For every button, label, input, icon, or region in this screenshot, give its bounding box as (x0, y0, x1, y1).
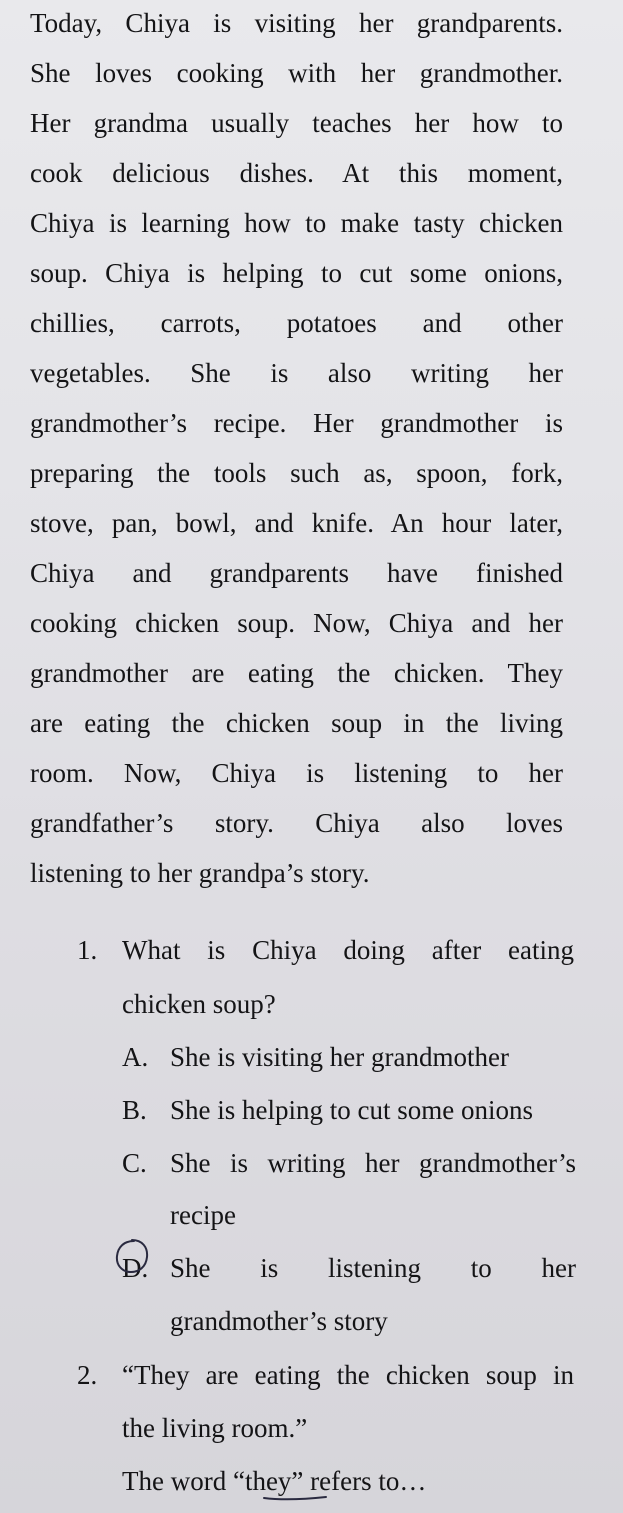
passage-line: grandmother’s recipe. Her grandmother is (30, 408, 563, 438)
passage-line: cook delicious dishes. At this moment, (30, 158, 563, 188)
option-text: grandmother’s story (170, 1306, 388, 1336)
question-text-line: “They are eating the chicken soup in (122, 1360, 574, 1390)
passage-line: Her grandma usually teaches her how to (30, 108, 563, 138)
passage-line: Chiya is learning how to make tasty chicken (30, 208, 563, 238)
passage-line: are eating the chicken soup in the living (30, 708, 563, 738)
option-text: She is writing her grandmother’s (170, 1148, 576, 1178)
question-text-line: chicken soup? (122, 989, 276, 1019)
answer-circle-mark (113, 1237, 151, 1275)
option-text: She is helping to cut some onions (170, 1095, 533, 1125)
passage-line: preparing the tools such as, spoon, fork, (30, 458, 563, 488)
option-text: She is visiting her grandmother (170, 1042, 509, 1072)
passage-line: chillies, carrots, potatoes and other (30, 308, 563, 338)
question-number: 1. (77, 935, 98, 965)
option-letter: C. (122, 1148, 147, 1178)
passage-line: grandmother are eating the chicken. They (30, 658, 563, 688)
passage-line: listening to her grandpa’s story. (30, 858, 370, 888)
passage-line: stove, pan, bowl, and knife. An hour later, (30, 508, 563, 538)
passage-line: vegetables. She is also writing her (30, 358, 563, 388)
question-text-line: What is Chiya doing after eating (122, 935, 574, 965)
passage-line: grandfather’s story. Chiya also loves (30, 808, 563, 838)
option-text: recipe (170, 1200, 236, 1230)
option-text: She is listening to her (170, 1253, 576, 1283)
passage-line: cooking chicken soup. Now, Chiya and her (30, 608, 563, 638)
question-text-line: the living room.” (122, 1413, 308, 1443)
question-number: 2. (77, 1360, 98, 1390)
passage-line: soup. Chiya is helping to cut some onions, (30, 258, 563, 288)
passage-line: Chiya and grandparents have finished (30, 558, 563, 588)
pen-underline-mark (262, 1494, 328, 1504)
option-letter: A. (122, 1042, 149, 1072)
passage-line: room. Now, Chiya is listening to her (30, 758, 563, 788)
option-letter: D. (122, 1253, 149, 1283)
option-letter: B. (122, 1095, 147, 1125)
passage-line: Today, Chiya is visiting her grandparents. (30, 8, 563, 38)
question-text-line: The word “they” refers to… (122, 1466, 427, 1496)
passage-line: She loves cooking with her grandmother. (30, 58, 563, 88)
